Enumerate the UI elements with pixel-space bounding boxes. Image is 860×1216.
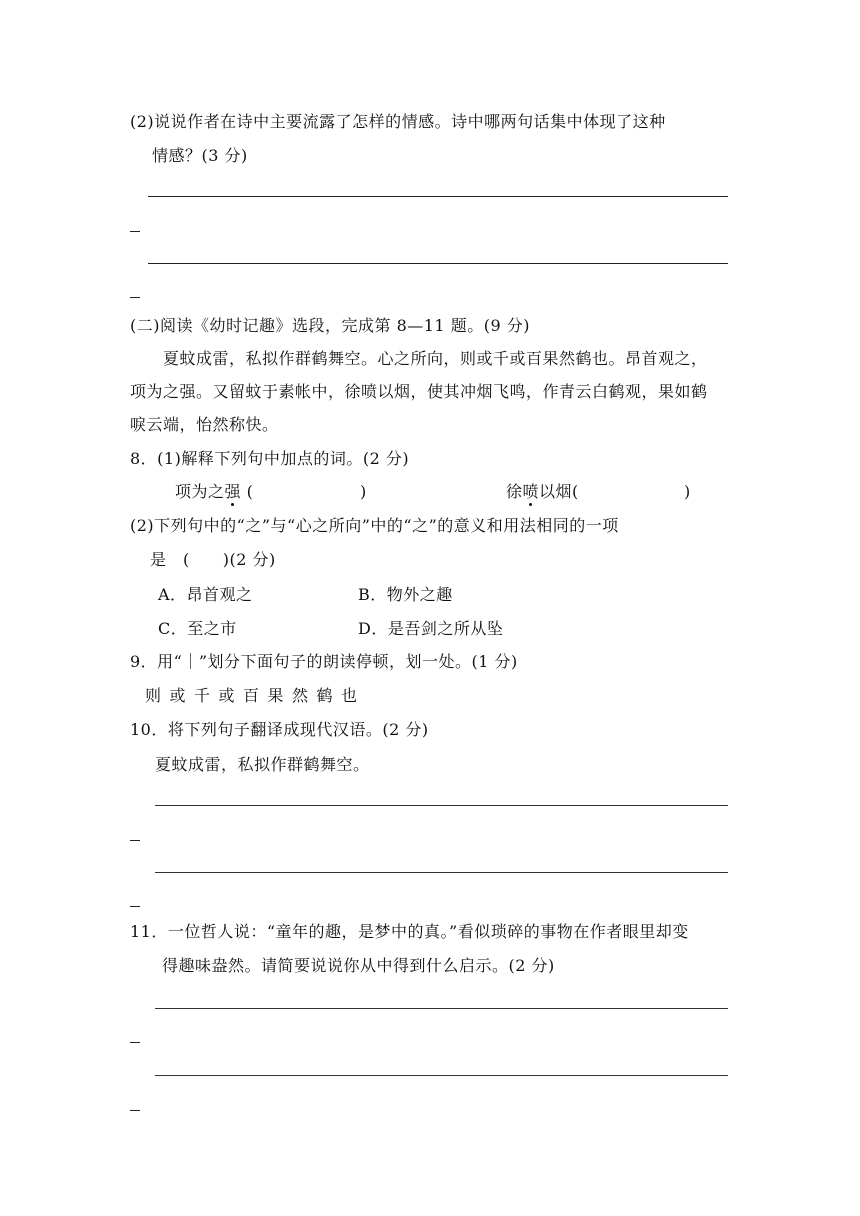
- option-b[interactable]: B．物外之趣: [358, 585, 453, 604]
- answer-line[interactable]: [155, 805, 728, 806]
- q8-item2-pre: 徐: [506, 482, 523, 501]
- q8-item1: [175, 482, 253, 502]
- q8-item1-close: ): [360, 482, 367, 501]
- line-end-mark: [130, 906, 140, 907]
- q8-item1-post: (: [241, 482, 254, 501]
- option-d[interactable]: D．是吾剑之所从坠: [358, 619, 504, 638]
- emphasis-dot-word: 强: [224, 482, 242, 501]
- passage-line: 唳云端，怡然称快。: [130, 415, 279, 434]
- line-end-mark: [130, 840, 140, 841]
- q10-sentence: 夏蚊成雷，私拟作群鹤舞空。: [155, 755, 370, 774]
- q8-line1: 8．(1)解释下列句中加点的词。(2 分): [130, 449, 410, 468]
- q8-part2-line1: (2)下列句中的“之”与“心之所向”中的“之”的意义和用法相同的一项: [130, 516, 619, 535]
- q8-part2-line2: 是 ( )(2 分): [150, 550, 276, 569]
- option-c[interactable]: C．至之市: [158, 619, 237, 638]
- answer-line[interactable]: [155, 1075, 728, 1076]
- answer-line[interactable]: [155, 1008, 728, 1009]
- q9-line1: 9．用“｜”划分下面句子的朗读停顿，划一处。(1 分): [130, 652, 518, 671]
- answer-line[interactable]: [148, 196, 728, 197]
- q8-item2-post: 以烟(: [539, 482, 579, 501]
- line-end-mark: [130, 231, 140, 232]
- line-end-mark: [130, 1110, 140, 1111]
- q8-item1-pre: 项为之: [175, 482, 225, 501]
- line-end-mark: [130, 297, 140, 298]
- q7-2-line2: 情感？(3 分): [152, 146, 248, 165]
- q7-2-line1: (2)说说作者在诗中主要流露了怎样的情感。诗中哪两句话集中体现了这种: [130, 112, 666, 131]
- q10-line1: 10．将下列句子翻译成现代汉语。(2 分): [130, 720, 429, 739]
- q8-item2-close: ): [684, 482, 691, 501]
- line-end-mark: [130, 1042, 140, 1043]
- emphasis-dot-word: 喷: [522, 482, 540, 501]
- option-a[interactable]: A．昂首观之: [158, 585, 253, 604]
- passage-line: 项为之强。又留蚊于素帐中，徐喷以烟，使其冲烟飞鸣，作青云白鹤观，果如鹤: [130, 382, 708, 401]
- q11-line2: 得趣味盎然。请简要说说你从中得到什么启示。(2 分): [162, 956, 555, 975]
- passage-line: 夏蚊成雷，私拟作群鹤舞空。心之所向，则或千或百果然鹤也。昂首观之，: [163, 349, 708, 368]
- answer-line[interactable]: [155, 872, 728, 873]
- q9-sentence: 则或千或百果然鹤也: [145, 686, 366, 705]
- q11-line1: 11．一位哲人说：“童年的趣，是梦中的真。”看似琐碎的事物在作者眼里却变: [130, 922, 689, 941]
- section-heading: (二)阅读《幼时记趣》选段，完成第 8—11 题。(9 分): [130, 316, 530, 335]
- q8-item2: [506, 482, 579, 502]
- answer-line[interactable]: [148, 263, 728, 264]
